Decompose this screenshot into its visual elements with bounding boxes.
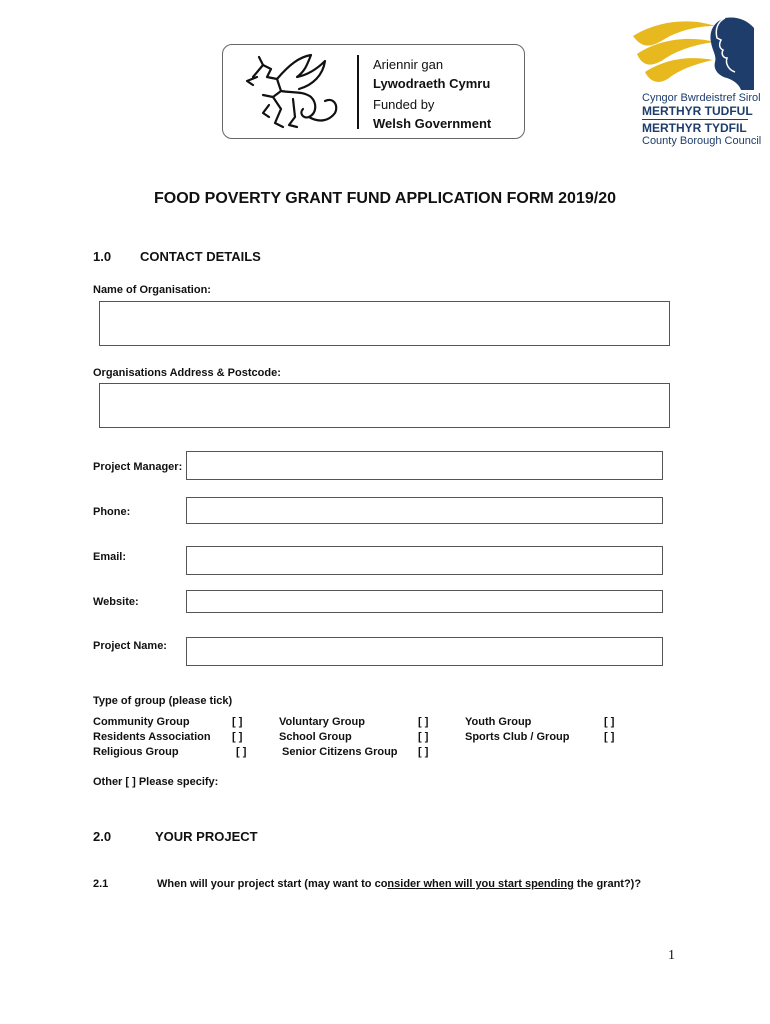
group-community-label: Community Group bbox=[93, 716, 190, 728]
logo-divider bbox=[357, 55, 359, 129]
project-manager-field[interactable] bbox=[186, 451, 663, 480]
tick-religious[interactable]: [ ] bbox=[236, 746, 247, 758]
group-sports-label: Sports Club / Group bbox=[465, 731, 570, 743]
website-field[interactable] bbox=[186, 590, 663, 613]
council-line-3: MERTHYR TYDFIL bbox=[642, 121, 747, 135]
page-number: 1 bbox=[668, 948, 675, 963]
org-name-field[interactable] bbox=[99, 301, 670, 346]
project-name-label: Project Name: bbox=[93, 640, 167, 652]
other-group-label: Other [ ] Please specify: bbox=[93, 776, 219, 788]
wg-line-1: Ariennir gan bbox=[373, 57, 444, 72]
section-1-heading: CONTACT DETAILS bbox=[140, 249, 261, 264]
section-1-number: 1.0 bbox=[93, 249, 112, 264]
tick-sports[interactable]: [ ] bbox=[604, 731, 615, 743]
section-2-number: 2.0 bbox=[93, 829, 112, 844]
tick-youth[interactable]: [ ] bbox=[604, 716, 615, 728]
council-emblem-icon bbox=[629, 14, 754, 90]
email-label: Email: bbox=[93, 551, 127, 563]
website-label: Website: bbox=[93, 596, 139, 608]
council-logo bbox=[626, 14, 761, 146]
address-field[interactable] bbox=[99, 383, 670, 428]
group-youth-label: Youth Group bbox=[465, 716, 532, 728]
group-type-label: Type of group (please tick) bbox=[93, 695, 233, 707]
group-religious-label: Religious Group bbox=[93, 746, 179, 758]
address-label: Organisations Address & Postcode: bbox=[93, 367, 281, 379]
group-senior-label: Senior Citizens Group bbox=[282, 746, 398, 758]
council-divider bbox=[642, 119, 748, 120]
section-2-heading: YOUR PROJECT bbox=[155, 829, 258, 844]
phone-field[interactable] bbox=[186, 497, 663, 524]
group-school-label: School Group bbox=[279, 731, 352, 743]
wg-line-3: Funded by bbox=[373, 97, 435, 112]
council-line-1: Cyngor Bwrdeistref Sirol bbox=[642, 92, 761, 104]
tick-school[interactable]: [ ] bbox=[418, 731, 429, 743]
welsh-government-logo bbox=[222, 44, 525, 139]
project-manager-label: Project Manager: bbox=[93, 461, 183, 473]
group-voluntary-label: Voluntary Group bbox=[279, 716, 365, 728]
wg-line-4: Welsh Government bbox=[373, 116, 492, 131]
phone-label: Phone: bbox=[93, 506, 131, 518]
project-name-field[interactable] bbox=[186, 637, 663, 666]
tick-voluntary[interactable]: [ ] bbox=[418, 716, 429, 728]
question-2-1-number: 2.1 bbox=[93, 878, 109, 890]
welsh-dragon-icon bbox=[233, 47, 353, 137]
tick-community[interactable]: [ ] bbox=[232, 716, 243, 728]
tick-residents[interactable]: [ ] bbox=[232, 731, 243, 743]
org-name-label: Name of Organisation: bbox=[93, 284, 211, 296]
email-field[interactable] bbox=[186, 546, 663, 575]
question-2-1-post: the grant?)? bbox=[573, 878, 642, 890]
question-2-1-pre: When will your project start (may want to co bbox=[157, 878, 388, 890]
form-title: FOOD POVERTY GRANT FUND APPLICATION FORM 2019/20 bbox=[154, 190, 616, 207]
wg-line-2: Lywodraeth Cymru bbox=[373, 76, 491, 91]
question-2-1-underlined: nsider when will you start spending bbox=[387, 878, 574, 890]
council-line-4: County Borough Council bbox=[642, 135, 762, 147]
group-residents-label: Residents Association bbox=[93, 731, 211, 743]
council-line-2: MERTHYR TUDFUL bbox=[642, 104, 753, 118]
tick-senior[interactable]: [ ] bbox=[418, 746, 429, 758]
question-2-1-text bbox=[157, 878, 641, 890]
